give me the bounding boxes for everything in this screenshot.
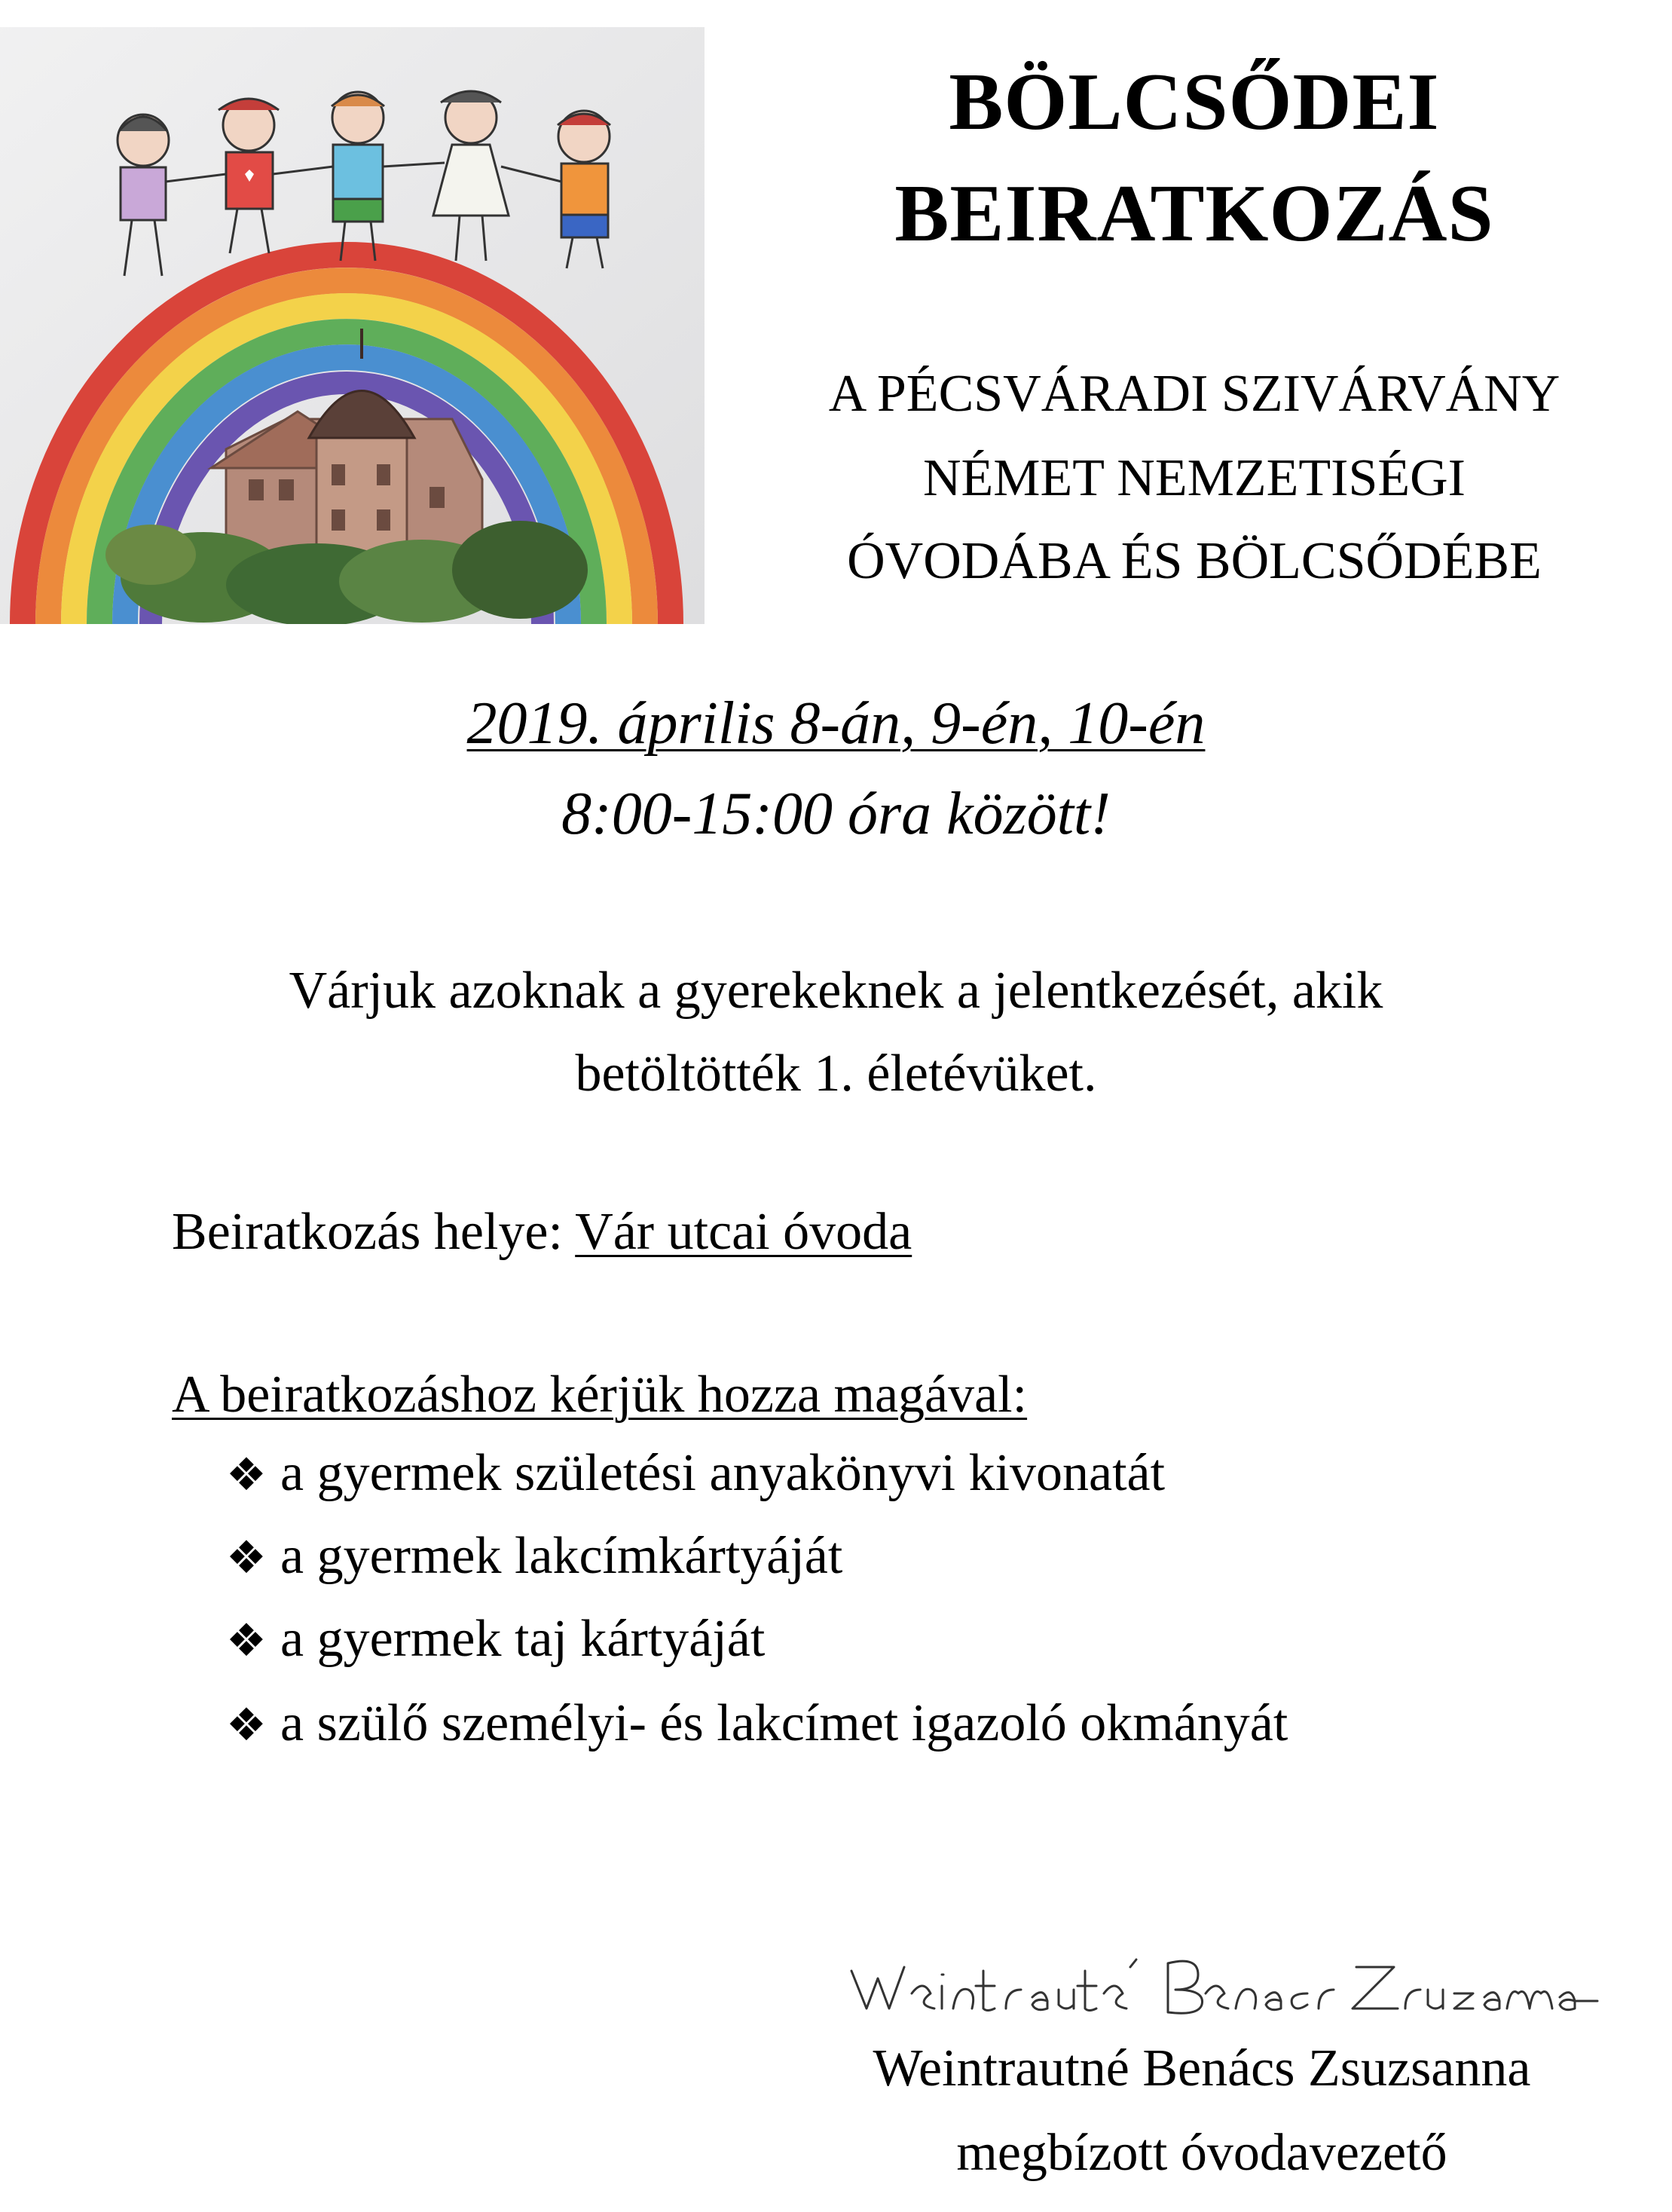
location <box>172 1203 912 1261</box>
location-label: Beiratkozás helye: <box>172 1203 576 1261</box>
subtitle-line-3: ÓVODÁBA ÉS BÖLCSŐDÉBE <box>847 532 1542 590</box>
intro-line-1: Várjuk azoknak a gyerekeknek a jelentkezését, akik <box>289 962 1383 1020</box>
list-item <box>226 1444 1166 1502</box>
list-item-text: a szülő személyi- és lakcímet igazoló okmányát <box>280 1694 1288 1752</box>
bullet-icon: ❖ <box>226 1699 267 1752</box>
bullet-icon: ❖ <box>226 1531 267 1584</box>
bullet-icon: ❖ <box>226 1449 267 1501</box>
signatory-role: megbízott óvodavezető <box>956 2124 1447 2182</box>
list-item <box>226 1610 766 1668</box>
subtitle-line-2: NÉMET NEMZETISÉGI <box>923 449 1466 507</box>
signatory-name: Weintrautné Benács Zsuzsanna <box>873 2039 1531 2097</box>
intro-line-2: betöltötték 1. életévüket. <box>575 1045 1097 1103</box>
dates-hours: 8:00-15:00 óra között! <box>561 781 1111 847</box>
requirements-heading: A beiratkozáshoz kérjük hozza magával: <box>172 1366 1028 1424</box>
list-item-text: a gyermek lakcímkártyáját <box>280 1527 843 1585</box>
subtitle-line-1: A PÉCSVÁRADI SZIVÁRVÁNY <box>828 365 1560 423</box>
list-item-text: a gyermek születési anyakönyvi kivonatát <box>280 1444 1166 1502</box>
rainbow-children-illustration <box>0 27 705 624</box>
dates-days <box>0 690 1672 757</box>
location-value: Vár utcai óvoda <box>575 1203 912 1261</box>
list-item <box>226 1527 843 1585</box>
dates-days-text: 2019. április 8-án, 9-én, 10-én <box>466 690 1206 757</box>
handwritten-signature <box>844 1941 1605 2024</box>
bullet-icon: ❖ <box>226 1614 267 1667</box>
list-item-text: a gyermek taj kártyáját <box>280 1610 766 1668</box>
title-line-2: BEIRATKOZÁS <box>894 169 1494 259</box>
title-line-1: BÖLCSŐDEI <box>949 57 1440 147</box>
list-item <box>226 1694 1288 1752</box>
